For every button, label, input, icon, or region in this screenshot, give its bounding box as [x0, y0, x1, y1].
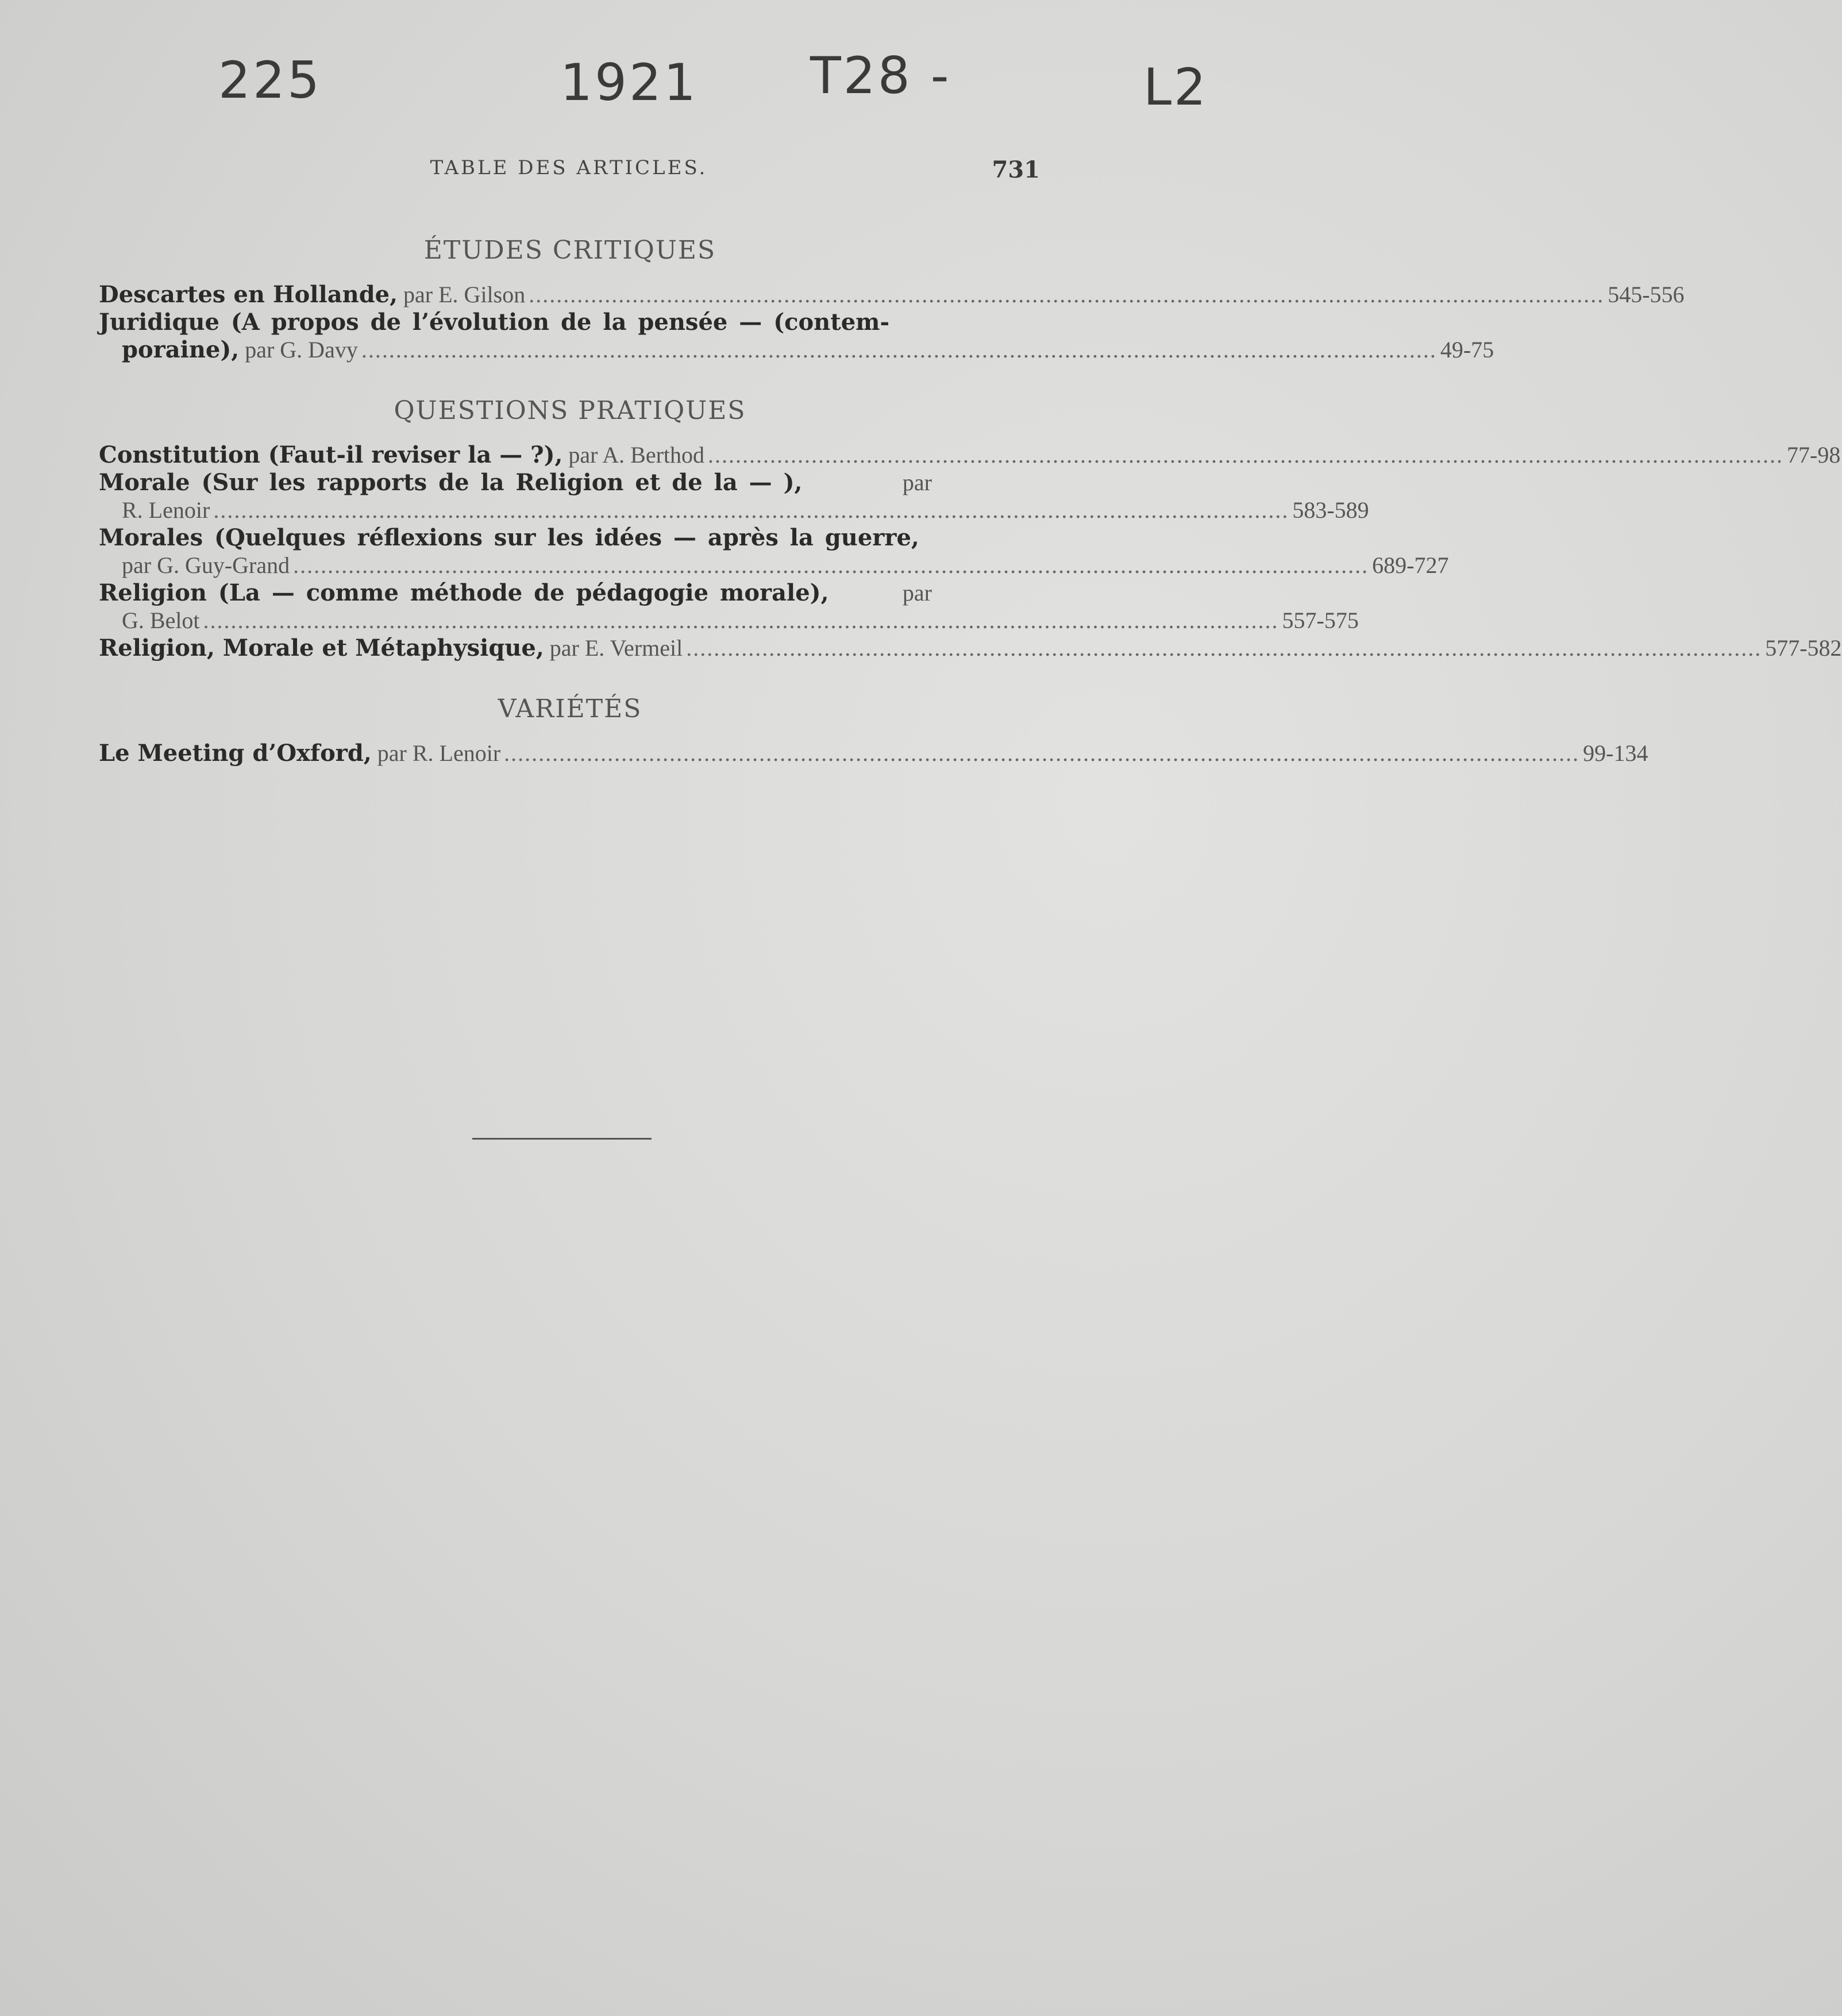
entry-pages: 689-727 [1372, 552, 1449, 578]
entry-pages: 557-575 [1282, 607, 1359, 633]
handwritten-note-1: 225 [218, 51, 322, 110]
entry-pages: 99-134 [1583, 740, 1648, 766]
entry-author: R. Lenoir [122, 497, 210, 523]
entry-author: par G. Davy [239, 337, 358, 363]
entry-religion-pedagogie [99, 579, 1359, 634]
dot-leader: ............................................................................................................................................................ [203, 607, 1279, 633]
entry-descartes [99, 281, 1685, 309]
entry-author: par A. Berthod [562, 442, 705, 468]
dot-leader: ............................................................................................................................................................ [504, 740, 1580, 766]
section-heading-questions: QUESTIONS PRATIQUES [394, 396, 746, 425]
entry-author: par G. Guy-Grand [122, 552, 290, 578]
entry-morales [99, 524, 1449, 579]
running-title: TABLE DES ARTICLES. [430, 156, 708, 179]
entry-pages: 577-582 [1765, 635, 1842, 661]
entry-author-prefix: par [902, 580, 932, 606]
entry-author: par E. Gilson [398, 282, 526, 307]
entry-pages: 545-556 [1608, 282, 1685, 307]
handwritten-note-3: T28 - [810, 46, 951, 105]
entry-author-prefix: par [902, 470, 932, 495]
entry-title: Le Meeting d’Oxford, [99, 740, 372, 767]
entry-title-continued: poraine), [122, 336, 240, 363]
entry-pages: 583-589 [1292, 497, 1369, 523]
entry-title: Religion (La — comme méthode de pédagogie morale), [99, 579, 829, 606]
entry-pages: 49-75 [1440, 337, 1494, 363]
page-header [98, 156, 1040, 191]
dot-leader: ............................................................................................................................................................ [293, 552, 1369, 578]
closing-rule [472, 1138, 652, 1140]
entry-author: par E. Vermeil [544, 635, 683, 661]
entry-morale [99, 469, 1369, 524]
entry-title: Constitution (Faut-il reviser la — ?), [99, 441, 563, 468]
entry-author: par R. Lenoir [371, 740, 501, 766]
page-number: 731 [992, 156, 1040, 183]
section-heading-etudes: ÉTUDES CRITIQUES [423, 236, 716, 265]
dot-leader: ............................................................................................................................................................ [708, 442, 1784, 468]
entry-title: Religion, Morale et Métaphysique, [99, 634, 544, 661]
entry-juridique [99, 309, 1494, 364]
entry-constitution [99, 441, 1841, 469]
entry-title: Juridique (A propos de l’évolution de la pensée — (contem- [99, 309, 890, 336]
entry-title: Morales (Quelques réflexions sur les idées — après la guerre, [99, 524, 919, 551]
dot-leader: ............................................................................................................................................................ [686, 635, 1762, 661]
handwritten-note-4: L2 [1143, 57, 1209, 117]
table-of-articles [99, 236, 1842, 767]
dot-leader: ............................................................................................................................................................ [529, 282, 1605, 307]
dot-leader: ............................................................................................................................................................ [361, 337, 1437, 363]
entry-religion-morale-metaphysique [99, 634, 1842, 662]
handwritten-note-2: 1921 [560, 53, 698, 112]
entry-title: Descartes en Hollande, [99, 281, 398, 308]
section-heading-varietes: VARIÉTÉS [498, 694, 642, 724]
entry-pages: 77-98 [1787, 442, 1841, 468]
entry-meeting-oxford [99, 740, 1648, 767]
dot-leader: ............................................................................................................................................................ [213, 497, 1289, 523]
entry-author: G. Belot [122, 607, 200, 633]
entry-title: Morale (Sur les rapports de la Religion et de la — ), [99, 469, 803, 496]
